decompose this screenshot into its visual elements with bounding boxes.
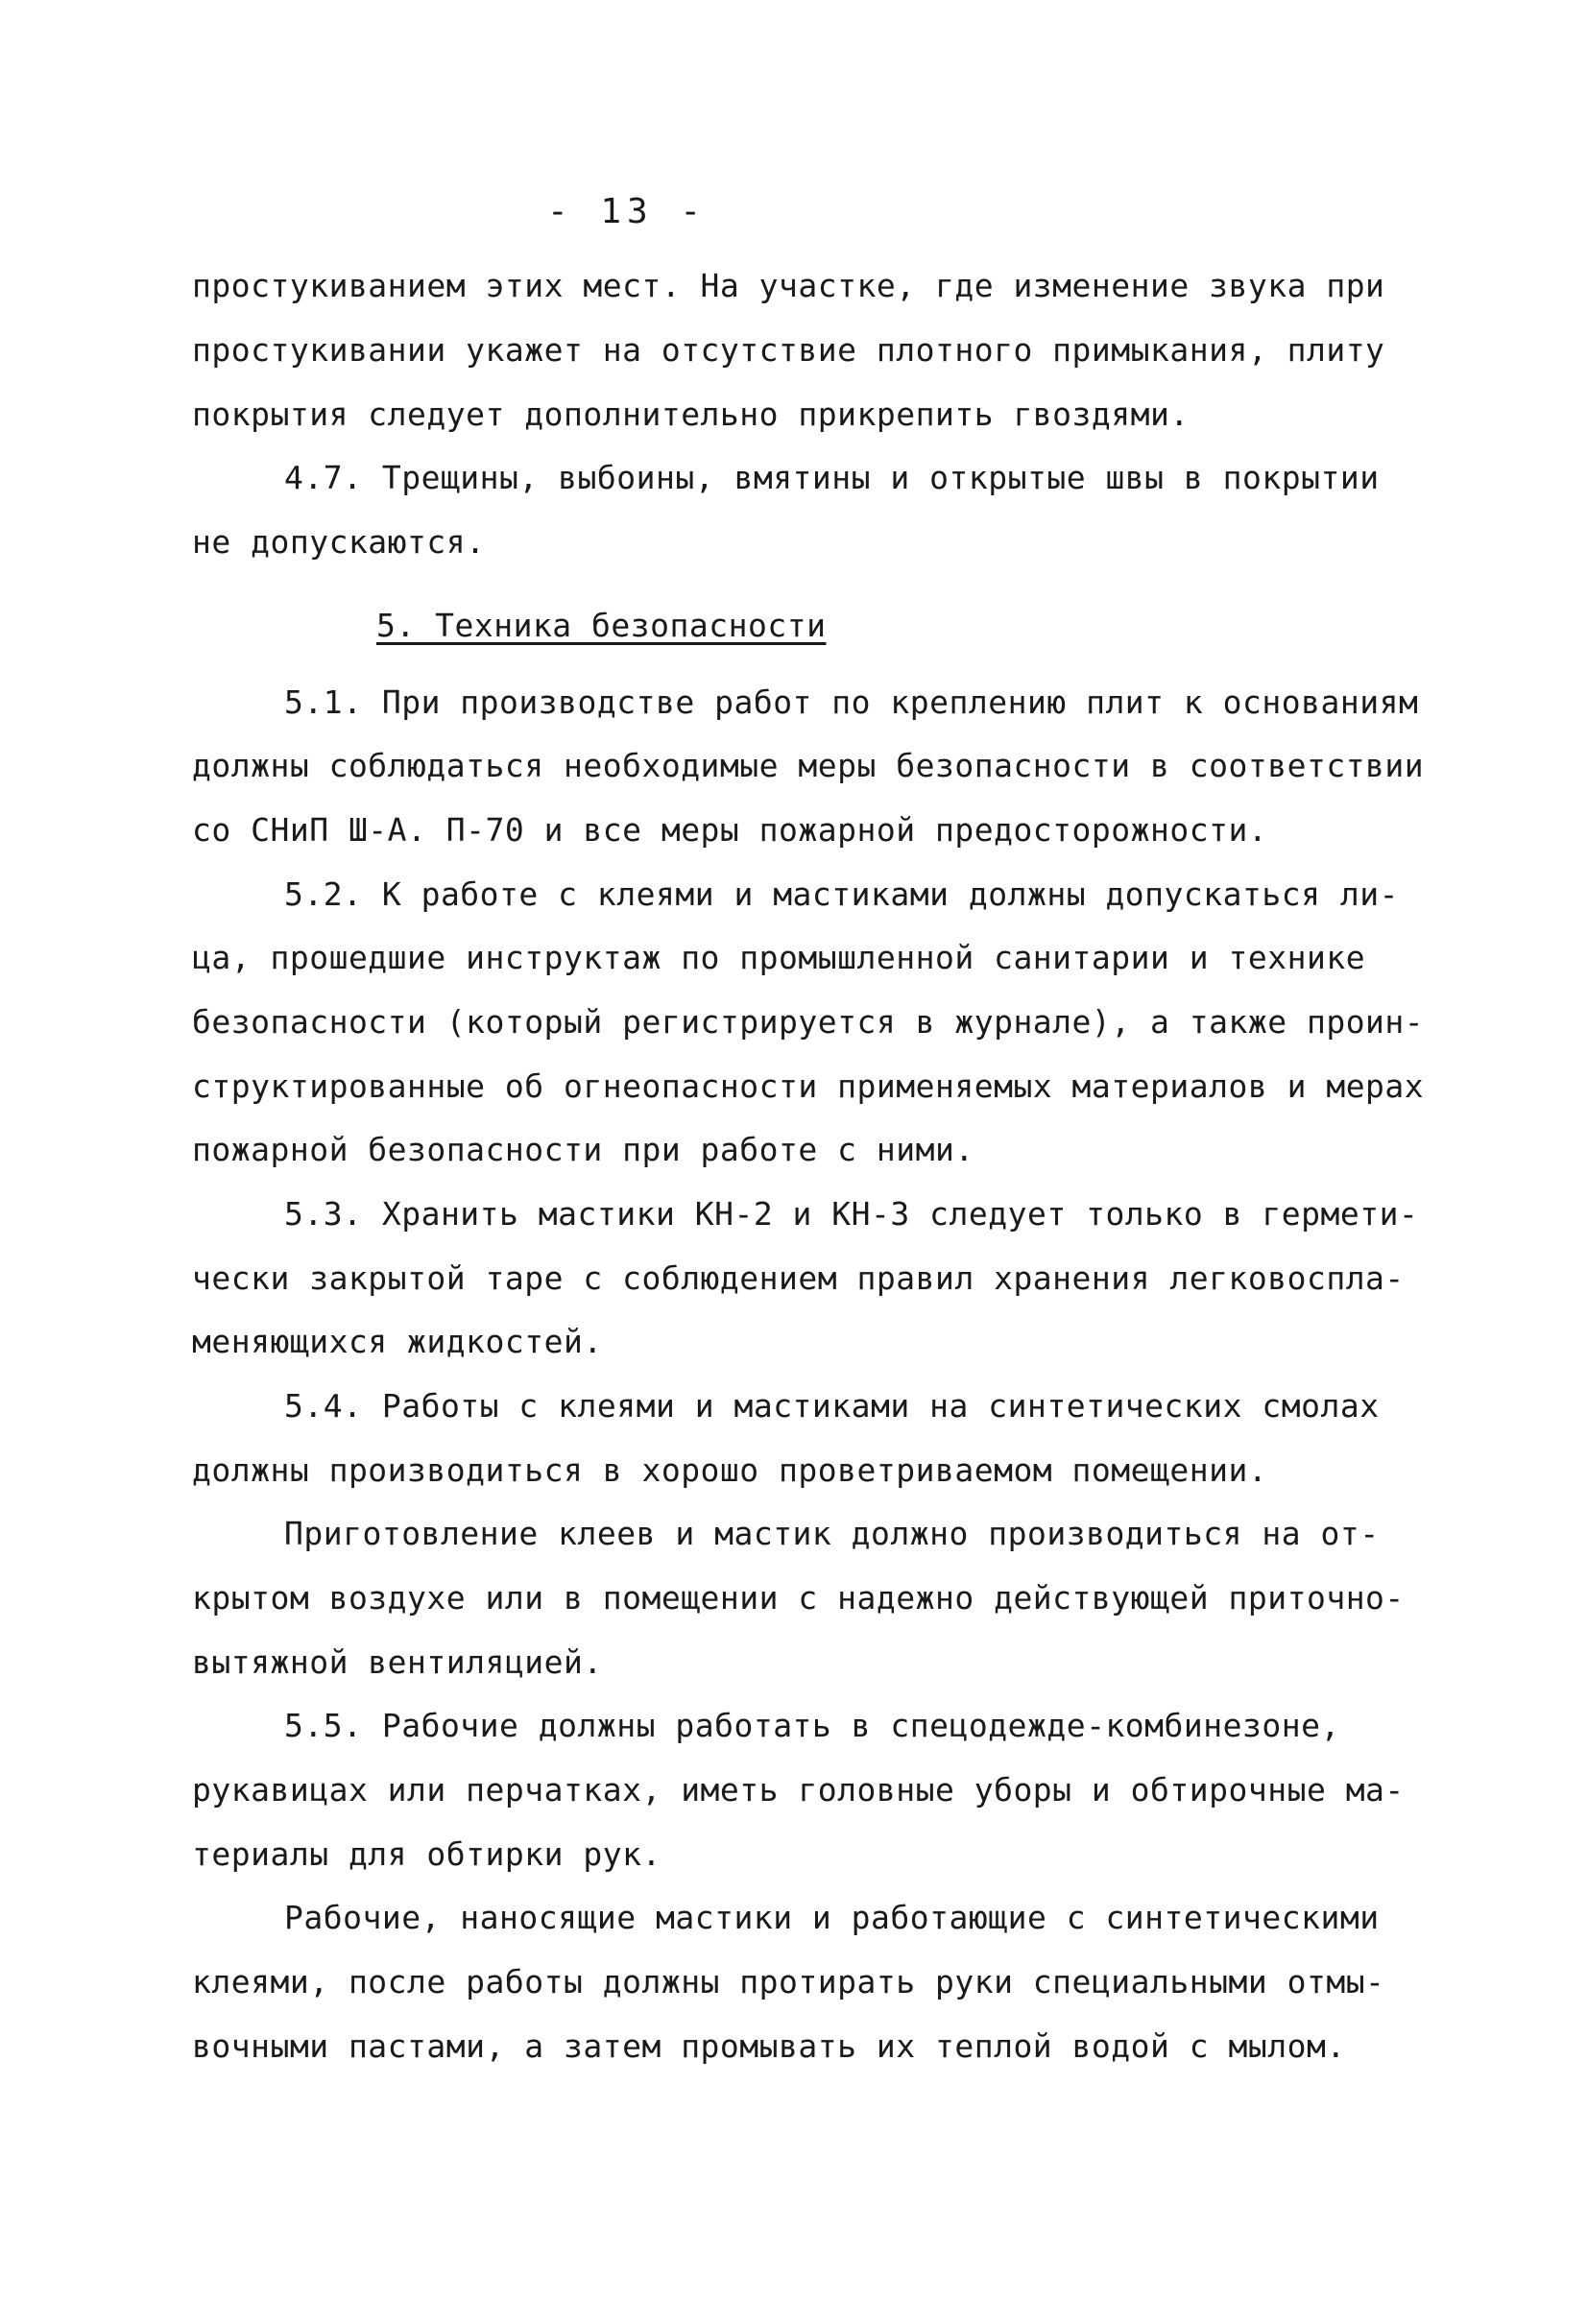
text-line: 4.7. Трещины, выбоины, вмятины и открытые швы в покрытии: [284, 459, 1380, 496]
text-line: должны соблюдаться необходимые меры безопасности в соответствии: [192, 747, 1425, 784]
text-line: покрытия следует дополнительно прикрепить гвоздями.: [192, 395, 1190, 433]
text-line: Рабочие, наносящие мастики и работающие с синтетическими: [284, 1899, 1380, 1936]
text-line: клеями, после работы должны протирать руки специальными отмы-: [192, 1963, 1385, 2001]
text-line: крытом воздухе или в помещении с надежно действующей приточно-: [192, 1579, 1405, 1617]
text-line: структированные об огнеопасности применяемых материалов и мерах: [192, 1067, 1425, 1105]
text-line: рукавицах или перчатках, иметь головные уборы и обтирочные ма-: [192, 1771, 1405, 1809]
page-number: - 13 -: [547, 192, 708, 231]
text-line: 5.5. Рабочие должны работать в спецодежде-комбинезоне,: [284, 1707, 1340, 1744]
text-line: вочными пастами, а затем промывать их теплой водой с мылом.: [192, 2027, 1346, 2065]
text-line: безопасности (который регистрируется в журнале), а также проин-: [192, 1003, 1425, 1041]
text-line: со СНиП Ш-А. П-70 и все меры пожарной предосторожности.: [192, 811, 1268, 849]
text-line: Приготовление клеев и мастик должно производиться на от-: [284, 1515, 1380, 1552]
text-line: вытяжной вентиляцией.: [192, 1643, 603, 1681]
text-line: простукиванием этих мест. На участке, где изменение звука при: [192, 267, 1385, 304]
text-line: простукивании укажет на отсутствие плотного примыкания, плиту: [192, 331, 1385, 369]
text-line: чески закрытой таре с соблюдением правил хранения легковоспла-: [192, 1259, 1405, 1297]
text-line: 5.2. К работе с клеями и мастиками должны допускаться ли-: [284, 875, 1399, 913]
text-line: териалы для обтирки рук.: [192, 1835, 661, 1873]
text-line: пожарной безопасности при работе с ними.: [192, 1131, 974, 1168]
section-heading: 5. Техника безопасности: [376, 607, 827, 644]
text-line: 5.3. Хранить мастики КН-2 и КН-3 следует только в гермети-: [284, 1195, 1419, 1233]
text-line: должны производиться в хорошо проветриваемом помещении.: [192, 1451, 1268, 1489]
text-line: меняющихся жидкостей.: [192, 1323, 603, 1360]
text-line: не допускаются.: [192, 523, 486, 561]
text-line: 5.1. При производстве работ по креплению плит к основаниям: [284, 683, 1419, 721]
text-line: 5.4. Работы с клеями и мастиками на синтетических смолах: [284, 1387, 1380, 1425]
text-line: ца, прошедшие инструктаж по промышленной санитарии и технике: [192, 939, 1366, 976]
